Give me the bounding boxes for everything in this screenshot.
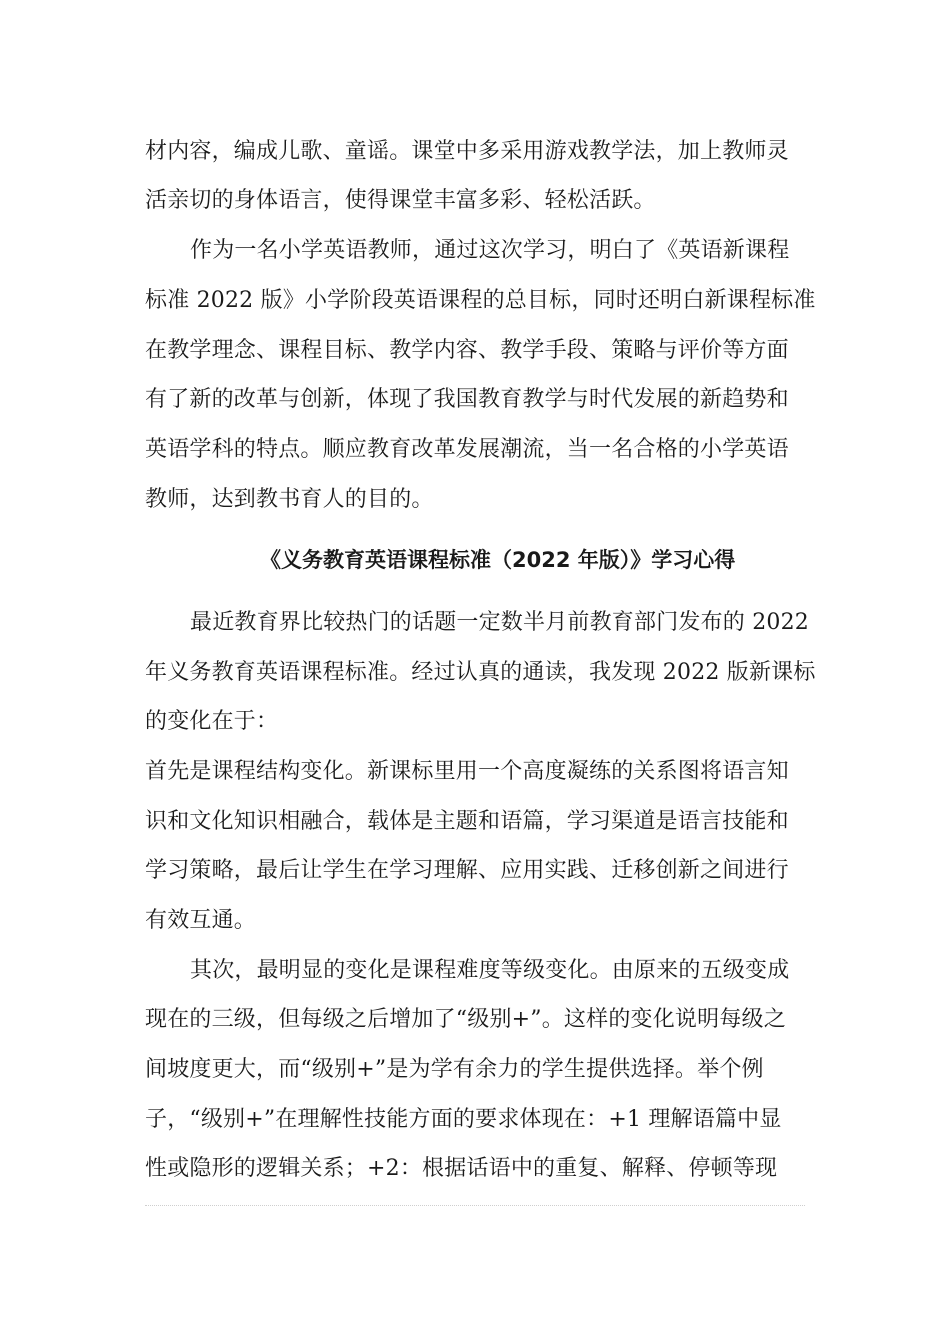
paragraph-4-line-1: 首先是课程结构变化。新课标里用一个高度凝练的关系图将语言知 <box>145 759 789 784</box>
paragraph-2-line-1: 作为一名小学英语教师，通过这次学习，明白了《英语新课程 <box>190 238 790 263</box>
paragraph-1-line-2: 活亲切的身体语言，使得课堂丰富多彩、轻松活跃。 <box>145 188 656 213</box>
paragraph-5-line-4: 子，“级别+”在理解性技能方面的要求体现在：+1 理解语篇中显 <box>145 1107 782 1132</box>
paragraph-4-line-2: 识和文化知识相融合，载体是主题和语篇，学习渠道是语言技能和 <box>145 809 789 834</box>
paragraph-5-line-3: 间坡度更大，而“级别+”是为学有余力的学生提供选择。举个例 <box>145 1057 764 1082</box>
paragraph-1-line-1: 材内容，编成儿歌、童谣。课堂中多采用游戏教学法，加上教师灵 <box>145 139 789 164</box>
paragraph-5-line-5: 性或隐形的逻辑关系；+2：根据话语中的重复、解释、停顿等现 <box>145 1156 778 1181</box>
paragraph-5-line-2: 现在的三级，但每级之后增加了“级别+”。这样的变化说明每级之 <box>145 1007 786 1032</box>
paragraph-4-line-3: 学习策略，最后让学生在学习理解、应用实践、迁移创新之间进行 <box>145 858 789 883</box>
paragraph-5-line-1: 其次，最明显的变化是课程难度等级变化。由原来的五级变成 <box>190 958 790 983</box>
paragraph-2-line-2: 标准 2022 版》小学阶段英语课程的总目标，同时还明白新课程标准 <box>145 288 816 313</box>
paragraph-3-line-1: 最近教育界比较热门的话题一定数半月前教育部门发布的 2022 <box>190 610 809 635</box>
paragraph-2-line-5: 英语学科的特点。顺应教育改革发展潮流，当一名合格的小学英语 <box>145 437 789 462</box>
paragraph-3-line-2: 年义务教育英语课程标准。经过认真的通读，我发现 2022 版新课标 <box>145 660 816 685</box>
paragraph-2-line-6: 教师，达到教书育人的目的。 <box>145 487 434 512</box>
paragraph-3-line-3: 的变化在于： <box>145 709 279 734</box>
paragraph-4-line-4: 有效互通。 <box>145 908 257 933</box>
paragraph-2-line-3: 在教学理念、课程目标、教学内容、教学手段、策略与评价等方面 <box>145 338 789 363</box>
section-heading: 《义务教育英语课程标准（2022 年版）》学习心得 <box>260 548 736 572</box>
paragraph-2-line-4: 有了新的改革与创新，体现了我国教育教学与时代发展的新趋势和 <box>145 387 789 412</box>
footer-divider <box>145 1205 805 1206</box>
